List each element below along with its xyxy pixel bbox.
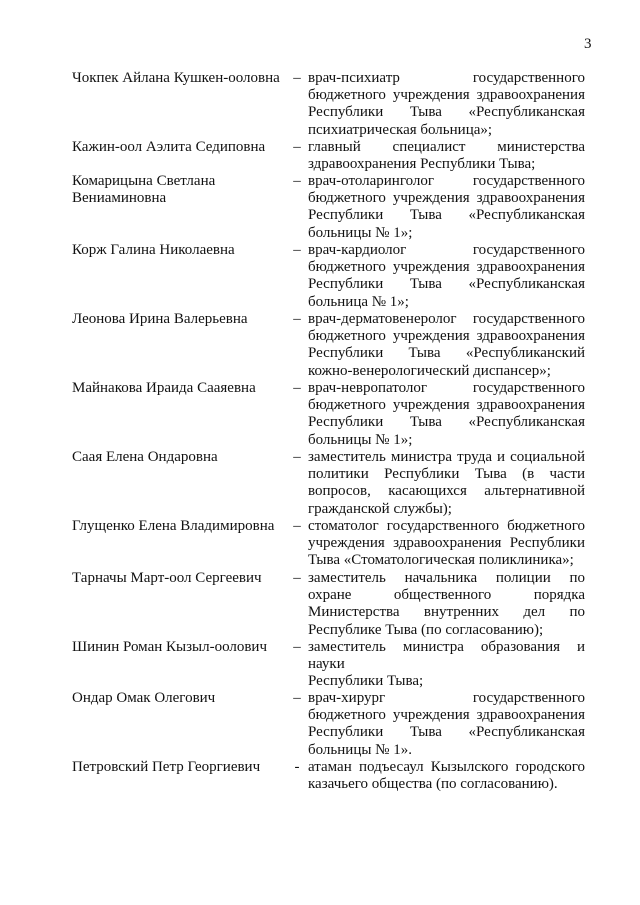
position-line: заместитель министра образования и науки bbox=[308, 639, 585, 673]
position-line: Республики Тыва «Республиканский bbox=[308, 345, 585, 362]
position-line: врач-кардиолог государственного bbox=[308, 242, 585, 258]
dash-separator: – bbox=[293, 639, 301, 655]
position-line: Республике Тыва (по согласованию); bbox=[308, 621, 544, 638]
position-line: врач-дерматовенеролог государственного bbox=[308, 311, 585, 327]
dash-separator: – bbox=[293, 449, 301, 465]
dash-separator: – bbox=[293, 690, 301, 706]
member-position bbox=[308, 311, 585, 380]
member-name: Шинин Роман Кызыл-оолович bbox=[72, 639, 268, 655]
member-position bbox=[308, 449, 585, 518]
position-line: бюджетного учреждения здравоохранения bbox=[308, 397, 585, 414]
member-name: Майнакова Ираида Сааяевна bbox=[72, 380, 256, 396]
position-line: бюджетного учреждения здравоохранения bbox=[308, 707, 585, 724]
position-line: стоматолог государственного бюджетного bbox=[308, 518, 585, 534]
position-line: больницы № 1». bbox=[308, 741, 412, 758]
position-line: больницы № 1»; bbox=[308, 224, 413, 241]
member-position bbox=[308, 639, 585, 691]
member-name: Глущенко Елена Владимировна bbox=[72, 518, 275, 534]
dash-separator: – bbox=[293, 242, 301, 258]
position-line: бюджетного учреждения здравоохранения bbox=[308, 259, 585, 276]
position-line: больницы № 1»; bbox=[308, 431, 413, 448]
position-line: Республики Тыва «Республиканская bbox=[308, 276, 585, 293]
position-line: здравоохранения Республики Тыва; bbox=[308, 156, 536, 173]
position-line: вопросов, касающихся альтернативной bbox=[308, 483, 585, 500]
position-line: Республики Тыва «Республиканская bbox=[308, 414, 585, 431]
position-line: больница № 1»; bbox=[308, 293, 409, 310]
page-number: 3 bbox=[584, 36, 592, 52]
member-position bbox=[308, 380, 585, 449]
position-line: кожно-венерологический диспансер»; bbox=[308, 362, 551, 379]
position-line: атаман подъесаул Кызылского городского bbox=[308, 759, 585, 775]
dash-separator: – bbox=[293, 139, 301, 155]
member-position bbox=[308, 70, 585, 139]
member-name: Кажин-оол Аэлита Седиповна bbox=[72, 139, 266, 155]
position-line: Тыва «Стоматологическая поликлиника»; bbox=[308, 552, 574, 569]
member-name: Саая Елена Ондаровна bbox=[72, 449, 218, 465]
position-line: бюджетного учреждения здравоохранения bbox=[308, 87, 585, 104]
position-line: главный специалист министерства bbox=[308, 139, 585, 155]
member-position bbox=[308, 242, 585, 311]
position-line: бюджетного учреждения здравоохранения bbox=[308, 328, 585, 345]
dash-separator: – bbox=[293, 70, 301, 86]
dash-separator: – bbox=[293, 311, 301, 327]
position-line: казачьего общества (по согласованию). bbox=[308, 776, 558, 793]
position-line: Республики Тыва «Республиканская bbox=[308, 207, 585, 224]
dash-separator: – bbox=[293, 173, 301, 189]
position-line: врач-хирург государственного bbox=[308, 690, 585, 706]
member-position bbox=[308, 173, 585, 242]
position-line: гражданской службы); bbox=[308, 500, 452, 517]
member-name: Леонова Ирина Валерьевна bbox=[72, 311, 248, 327]
dash-separator: – bbox=[293, 570, 301, 586]
member-position bbox=[308, 518, 585, 570]
position-line: политики Республики Тыва (в части bbox=[308, 466, 585, 483]
position-line: Республики Тыва «Республиканская bbox=[308, 724, 585, 741]
member-position bbox=[308, 139, 585, 173]
position-line: бюджетного учреждения здравоохранения bbox=[308, 190, 585, 207]
member-position bbox=[308, 570, 585, 639]
position-line: Министерства внутренних дел по bbox=[308, 604, 585, 621]
position-line: врач-отоларинголог государственного bbox=[308, 173, 585, 189]
position-line: врач-психиатр государственного bbox=[308, 70, 585, 86]
member-position bbox=[308, 690, 585, 759]
member-position bbox=[308, 759, 585, 793]
position-line: охране общественного порядка bbox=[308, 587, 585, 604]
position-line: врач-невропатолог государственного bbox=[308, 380, 585, 396]
position-line: Республики Тыва «Республиканская bbox=[308, 104, 585, 121]
position-line: заместитель министра труда и социальной bbox=[308, 449, 585, 465]
member-name: Комарицына Светлана Вениаминовна bbox=[72, 173, 216, 207]
position-line: Республики Тыва; bbox=[308, 673, 424, 690]
position-line: учреждения здравоохранения Республики bbox=[308, 535, 585, 552]
dash-separator: - bbox=[294, 759, 300, 775]
member-name: Ондар Омак Олегович bbox=[72, 690, 216, 706]
member-name: Петровский Петр Георгиевич bbox=[72, 759, 261, 775]
member-name: Чокпек Айлана Кушкен-ооловна bbox=[72, 70, 280, 86]
dash-separator: – bbox=[293, 518, 301, 534]
member-name: Тарначы Март-оол Сергеевич bbox=[72, 570, 262, 586]
member-name: Корж Галина Николаевна bbox=[72, 242, 235, 258]
dash-separator: – bbox=[293, 380, 301, 396]
position-line: психиатрическая больница»; bbox=[308, 121, 493, 138]
position-line: заместитель начальника полиции по bbox=[308, 570, 585, 586]
